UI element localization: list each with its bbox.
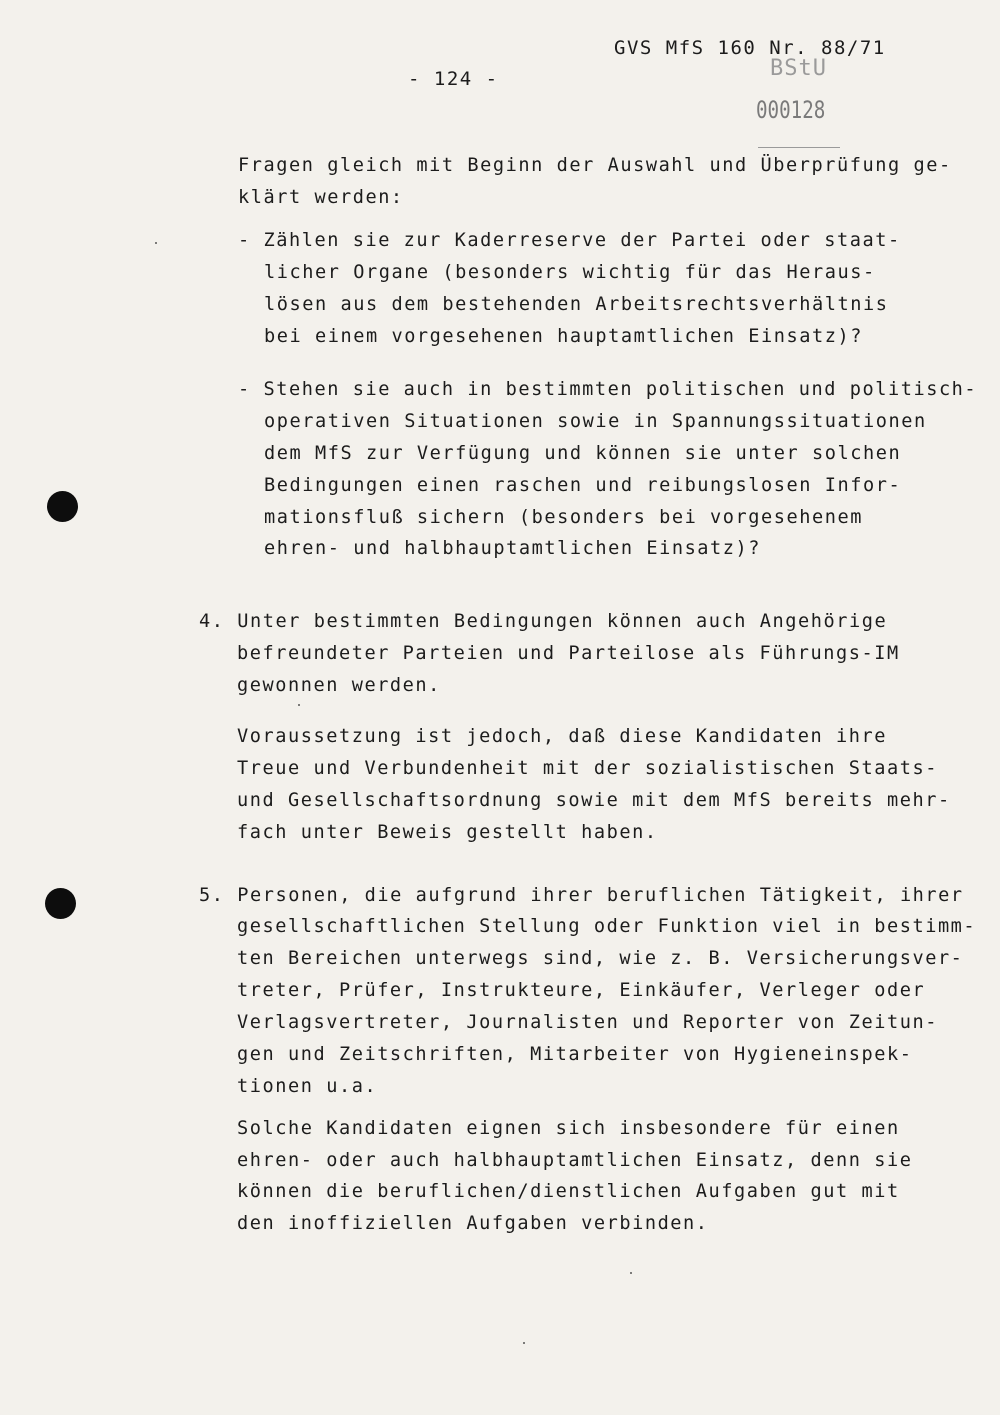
file-reference: GVS MfS 160 Nr. 88/71: [614, 37, 886, 59]
numbered-item-line: gesellschaftlichen Stellung oder Funktion viel in bestimm-: [237, 916, 977, 937]
numbered-item-line: gewonnen werden.: [237, 675, 441, 696]
archive-stamp-number: 000128: [756, 96, 826, 124]
paper-speck: [298, 704, 300, 706]
bullet-line: dem MfS zur Verfügung und können sie unter solchen: [264, 443, 902, 464]
body-line: Fragen gleich mit Beginn der Auswahl und Überprüfung ge-: [238, 155, 952, 176]
numbered-item-line: 5. Personen, die aufgrund ihrer beruflichen Tätigkeit, ihrer: [199, 885, 964, 906]
body-line: Treue und Verbundenheit mit der sozialistischen Staats-: [237, 758, 938, 779]
page-number: - 124 -: [408, 68, 499, 90]
numbered-item-line: treter, Prüfer, Instrukteure, Einkäufer, Verleger oder: [237, 980, 926, 1001]
numbered-item-line: 4. Unter bestimmten Bedingungen können auch Angehörige: [199, 611, 888, 632]
bullet-line: mationsfluß sichern (besonders bei vorgesehenem: [264, 507, 863, 528]
numbered-item-line: befreundeter Parteien und Parteilose als Führungs-IM: [237, 643, 900, 664]
stamp-underline: [758, 147, 840, 148]
bullet-line: - Zählen sie zur Kaderreserve der Partei oder staat-: [238, 230, 901, 251]
paper-speck: [523, 1342, 525, 1344]
body-line: Solche Kandidaten eignen sich insbesondere für einen: [237, 1118, 900, 1139]
paper-speck: [155, 242, 157, 244]
bullet-line: licher Organe (besonders wichtig für das Heraus-: [264, 262, 876, 283]
body-line: den inoffiziellen Aufgaben verbinden.: [237, 1213, 709, 1234]
bullet-line: Bedingungen einen raschen und reibungslosen Infor-: [264, 475, 902, 496]
body-line: können die beruflichen/dienstlichen Aufgaben gut mit: [237, 1181, 900, 1202]
numbered-item-line: tionen u.a.: [237, 1076, 378, 1097]
body-line: ehren- oder auch halbhauptamtlichen Einsatz, denn sie: [237, 1150, 913, 1171]
bullet-line: operativen Situationen sowie in Spannungssituationen: [264, 411, 927, 432]
archive-stamp-label: BStU: [770, 56, 827, 81]
bullet-line: - Stehen sie auch in bestimmten politischen und politisch-: [238, 379, 978, 400]
numbered-item-line: Verlagsvertreter, Journalisten und Reporter von Zeitun-: [237, 1012, 938, 1033]
body-line: Voraussetzung ist jedoch, daß diese Kandidaten ihre: [237, 726, 887, 747]
bullet-line: ehren- und halbhauptamtlichen Einsatz)?: [264, 538, 762, 559]
numbered-item-line: ten Bereichen unterwegs sind, wie z. B. Versicherungsver-: [237, 948, 964, 969]
paper-speck: [630, 1272, 632, 1274]
body-line: und Gesellschaftsordnung sowie mit dem MfS bereits mehr-: [237, 790, 951, 811]
bullet-line: bei einem vorgesehenen hauptamtlichen Einsatz)?: [264, 326, 863, 347]
body-line: klärt werden:: [238, 187, 404, 208]
body-line: fach unter Beweis gestellt haben.: [237, 822, 658, 843]
punch-hole: [45, 888, 76, 919]
bullet-line: lösen aus dem bestehenden Arbeitsrechtsverhältnis: [264, 294, 889, 315]
punch-hole: [47, 491, 78, 522]
numbered-item-line: gen und Zeitschriften, Mitarbeiter von Hygieneinspek-: [237, 1044, 913, 1065]
